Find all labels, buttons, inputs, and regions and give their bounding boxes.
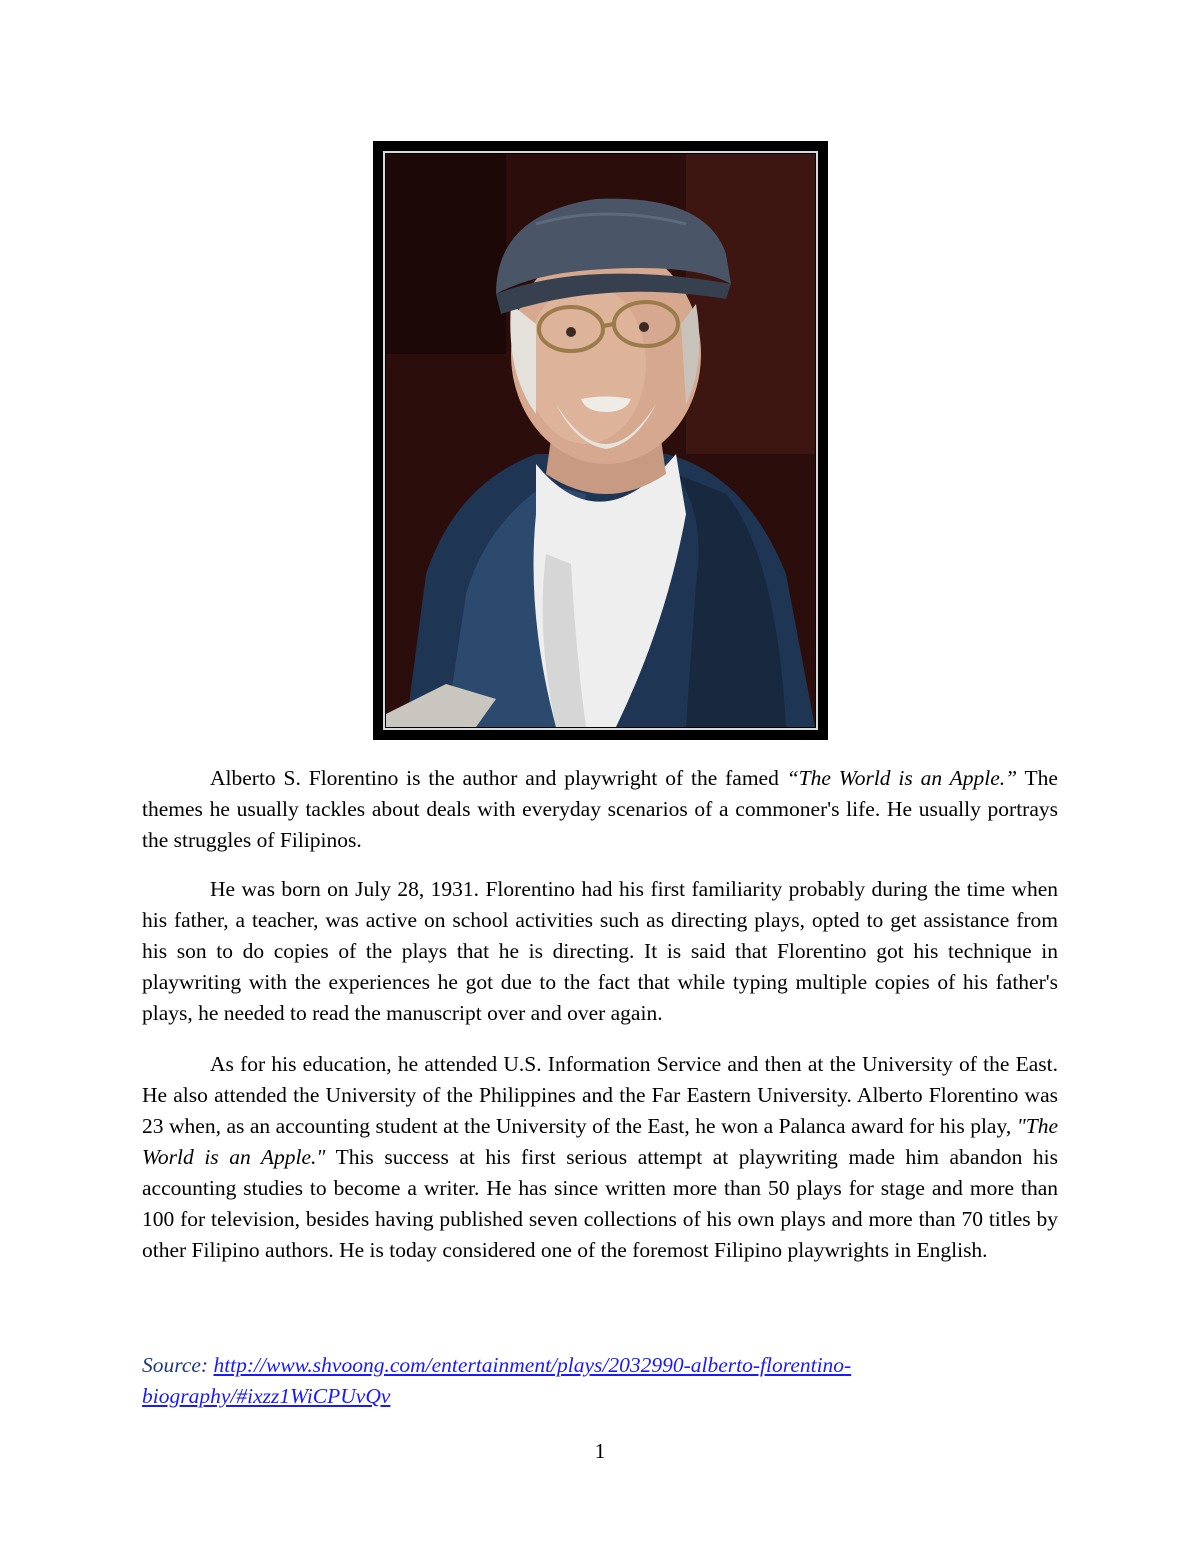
source-citation — [142, 1350, 1058, 1412]
source-label: Source: — [142, 1353, 214, 1377]
portrait-illustration — [386, 154, 815, 727]
paragraph-education-text-1: As for his education, he attended U.S. Information Service and then at the University of the East. He also attended the University of the Philippines and the Far Eastern University. Alberto Florentino was 23 when, as an accounting student at the University of the East, he won a Palanca award for his play, — [142, 1052, 1058, 1138]
paragraph-intro — [142, 763, 1058, 856]
page-number: 1 — [594, 1439, 606, 1463]
play-title-italic: “The World is an Apple.” — [786, 766, 1018, 790]
paragraph-birth-text: He was born on July 28, 1931. Florentino had his first familiarity probably during the time when his father, a teacher, was active on school activities such as directing plays, opted to get assistance from his son to do copies of the plays that he is directing. It is said that Florentino got his technique in playwriting with the experiences he got due to the fact that while typing multiple copies of his father's plays, he needed to read the manuscript over and over again. — [142, 877, 1058, 1025]
paragraph-birth — [142, 874, 1058, 1029]
play-title-italic: "The World is an Apple." — [142, 1114, 1058, 1169]
paragraph-intro-text-1: Alberto S. Florentino is the author and playwright of the famed — [210, 766, 787, 790]
paragraph-intro-text-2: The themes he usually tackles about deals with everyday scenarios of a commoner's life. He usually portrays the struggles of Filipinos. — [142, 766, 1058, 852]
portrait-frame — [373, 141, 828, 740]
source-link[interactable]: http://www.shvoong.com/entertainment/plays/2032990-alberto-florentino-biography/#ixzz1WiCPUvQv — [142, 1353, 852, 1408]
portrait-photo — [386, 154, 815, 727]
paragraph-education — [142, 1049, 1058, 1266]
paragraph-education-text-2: This success at his first serious attempt at playwriting made him abandon his accounting studies to become a writer. He has since written more than 50 plays for stage and more than 100 for television, besides having published seven collections of his own plays and more than 70 titles by other Filipino authors. He is today considered one of the foremost Filipino playwrights in English. — [142, 1145, 1059, 1262]
